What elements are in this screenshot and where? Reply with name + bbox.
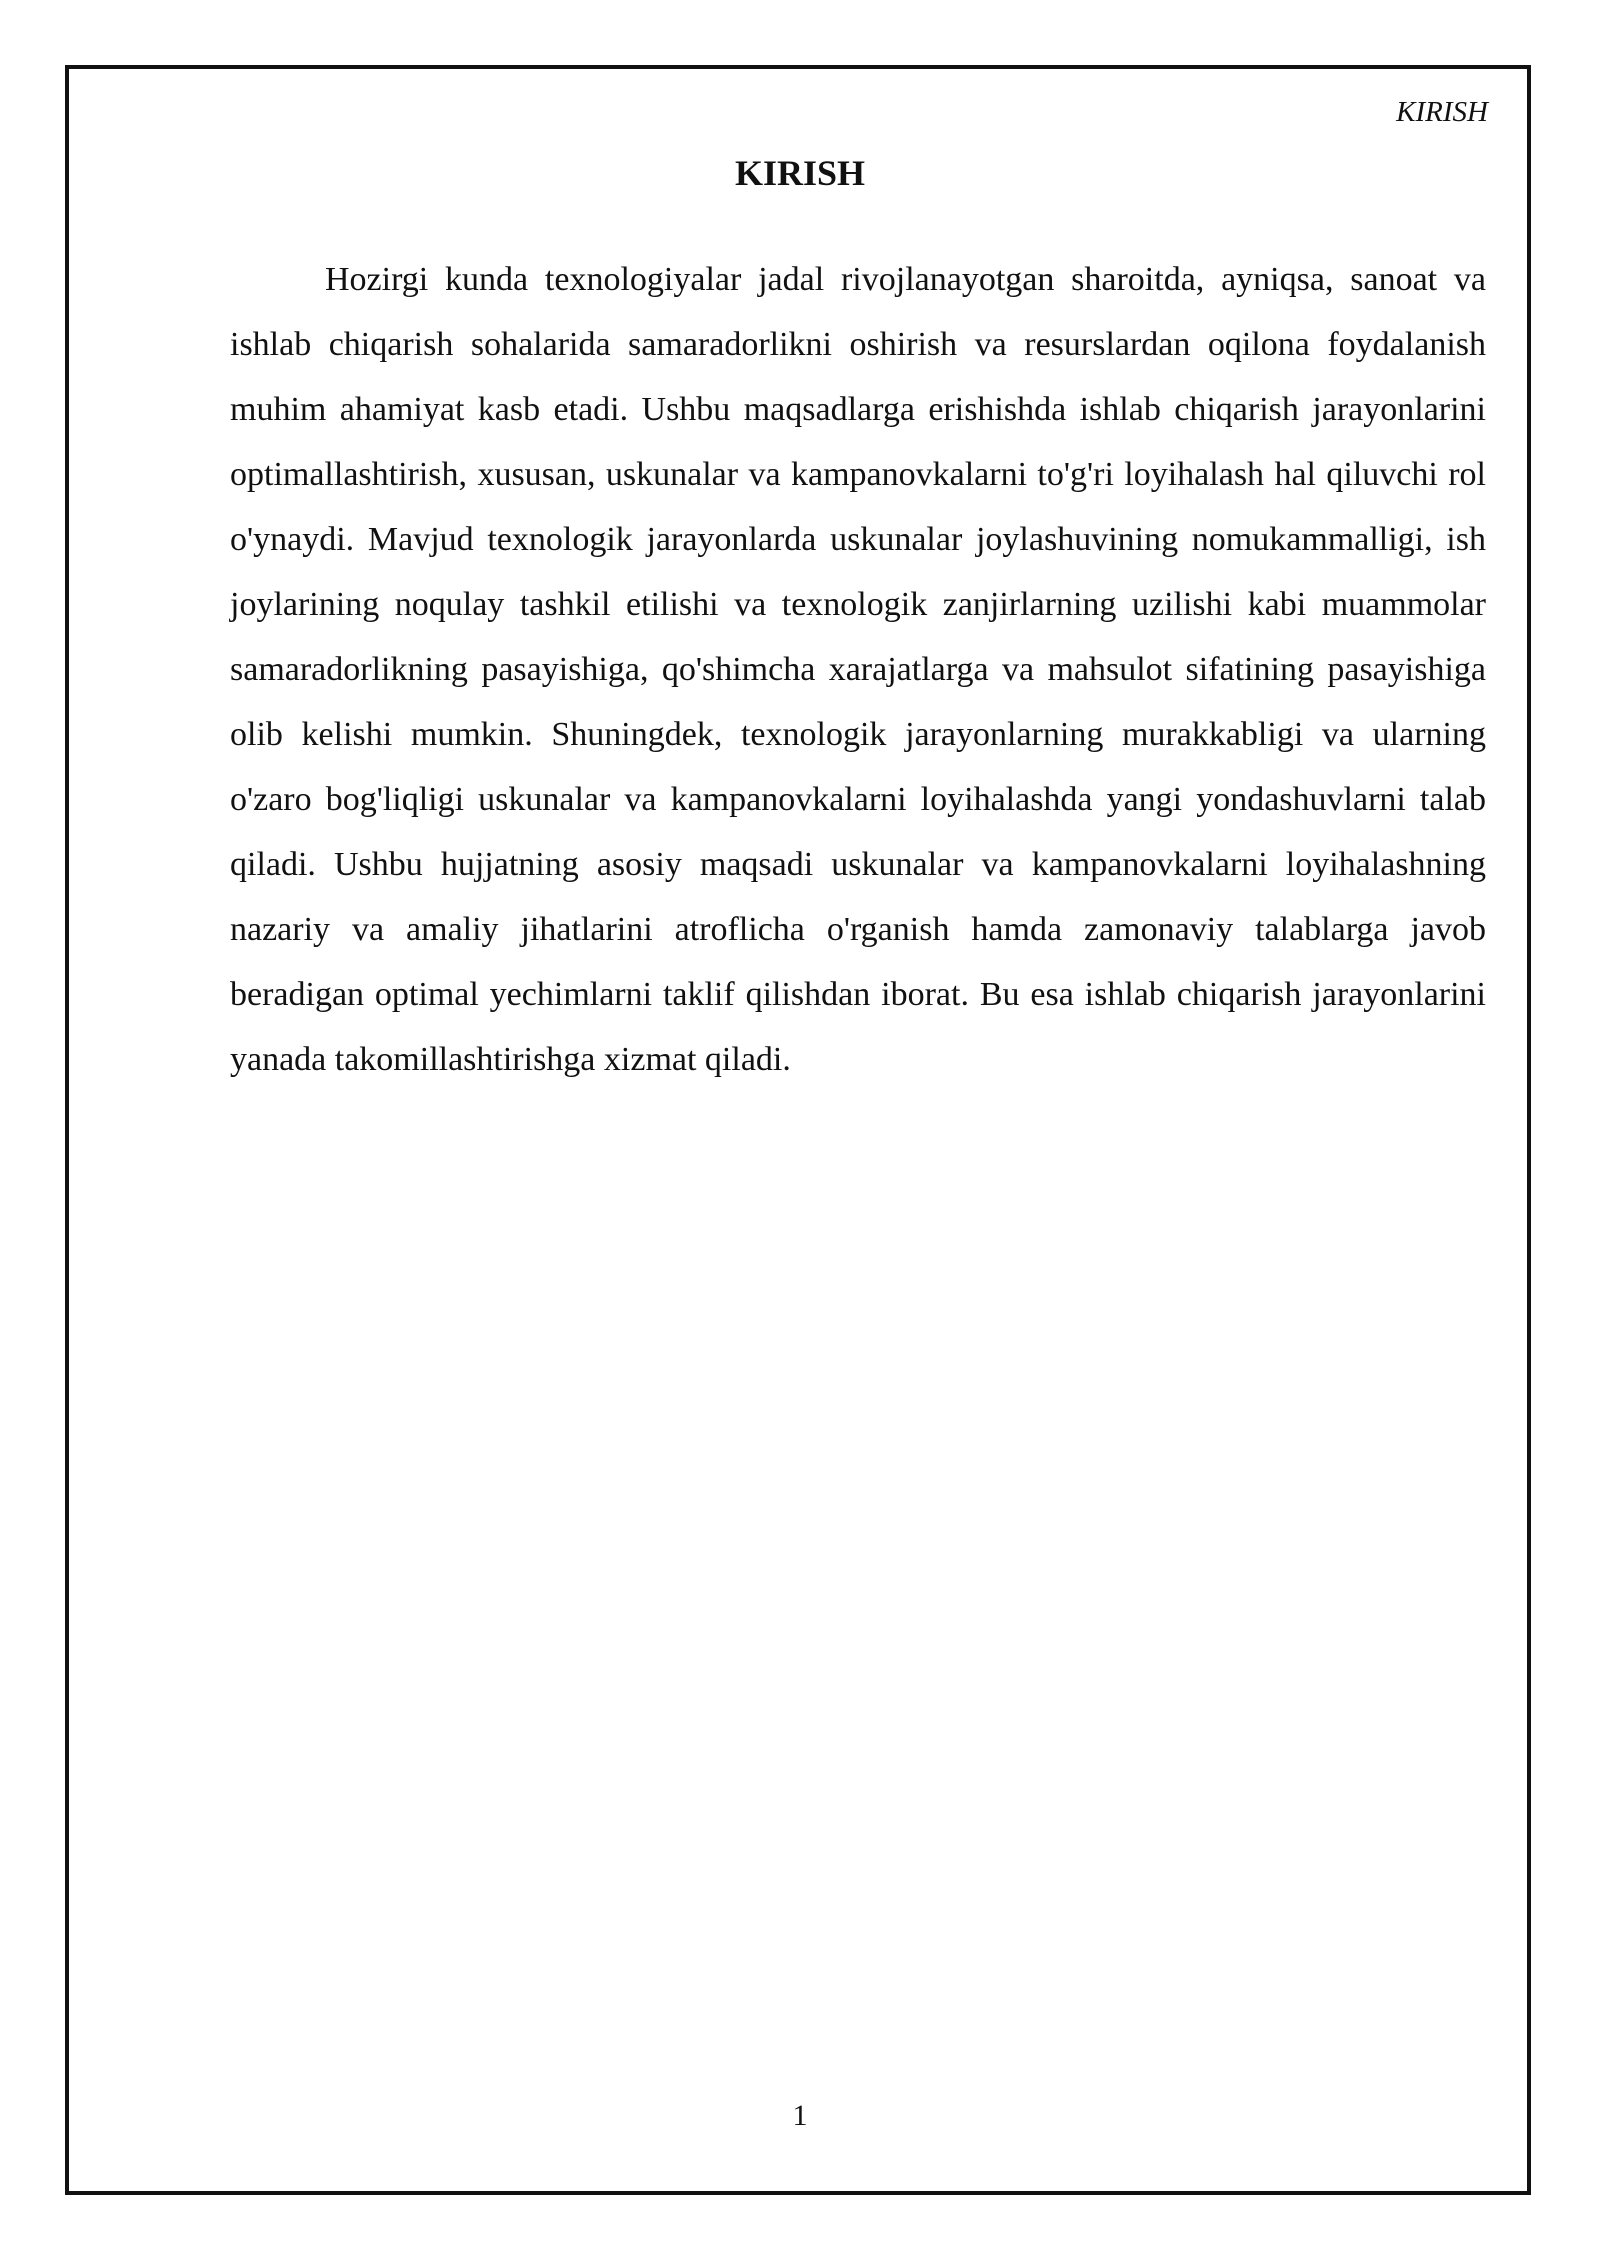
page-number: 1 bbox=[792, 2099, 808, 2132]
page-title: KIRISH bbox=[734, 153, 866, 193]
running-header: KIRISH bbox=[1396, 96, 1488, 128]
body-paragraph: Hozirgi kunda texnologiyalar jadal rivojlanayotgan sharoitda, ayniqsa, sanoat va ishlab chiqarish sohalarida samaradorlikni oshirish va resurslardan oqilona foydalanish muhim ahamiyat kasb etadi. Ushbu maqsadlarga erishishda ishlab chiqarish jarayonlarini optimallashtirish, xususan, uskunalar va kampanovkalarni to'g'ri loyihalash hal qiluvchi rol o'ynaydi. Mavjud texnologik jarayonlarda uskunalar joylashuvining nomukammalligi, ish joylarining noqulay tashkil etilishi va texnologik zanjirlarning uzilishi kabi muammolar samaradorlikning pasayishiga, qo'shimcha xarajatlarga va mahsulot sifatining pasayishiga olib kelishi mumkin. Shuningdek, texnologik jarayonlarning murakkabligi va ularning o'zaro bog'liqligi uskunalar va kampanovkalarni loyihalashda yangi yondashuvlarni talab qiladi. Ushbu hujjatning asosiy maqsadi uskunalar va kampanovkalarni loyihalashning nazariy va amaliy jihatlarini atroflicha o'rganish hamda zamonaviy talablarga javob beradigan optimal yechimlarni taklif qilishdan iborat. Bu esa ishlab chiqarish jarayonlarini yanada takomillashtirishga xizmat qiladi. bbox=[230, 261, 1486, 1078]
